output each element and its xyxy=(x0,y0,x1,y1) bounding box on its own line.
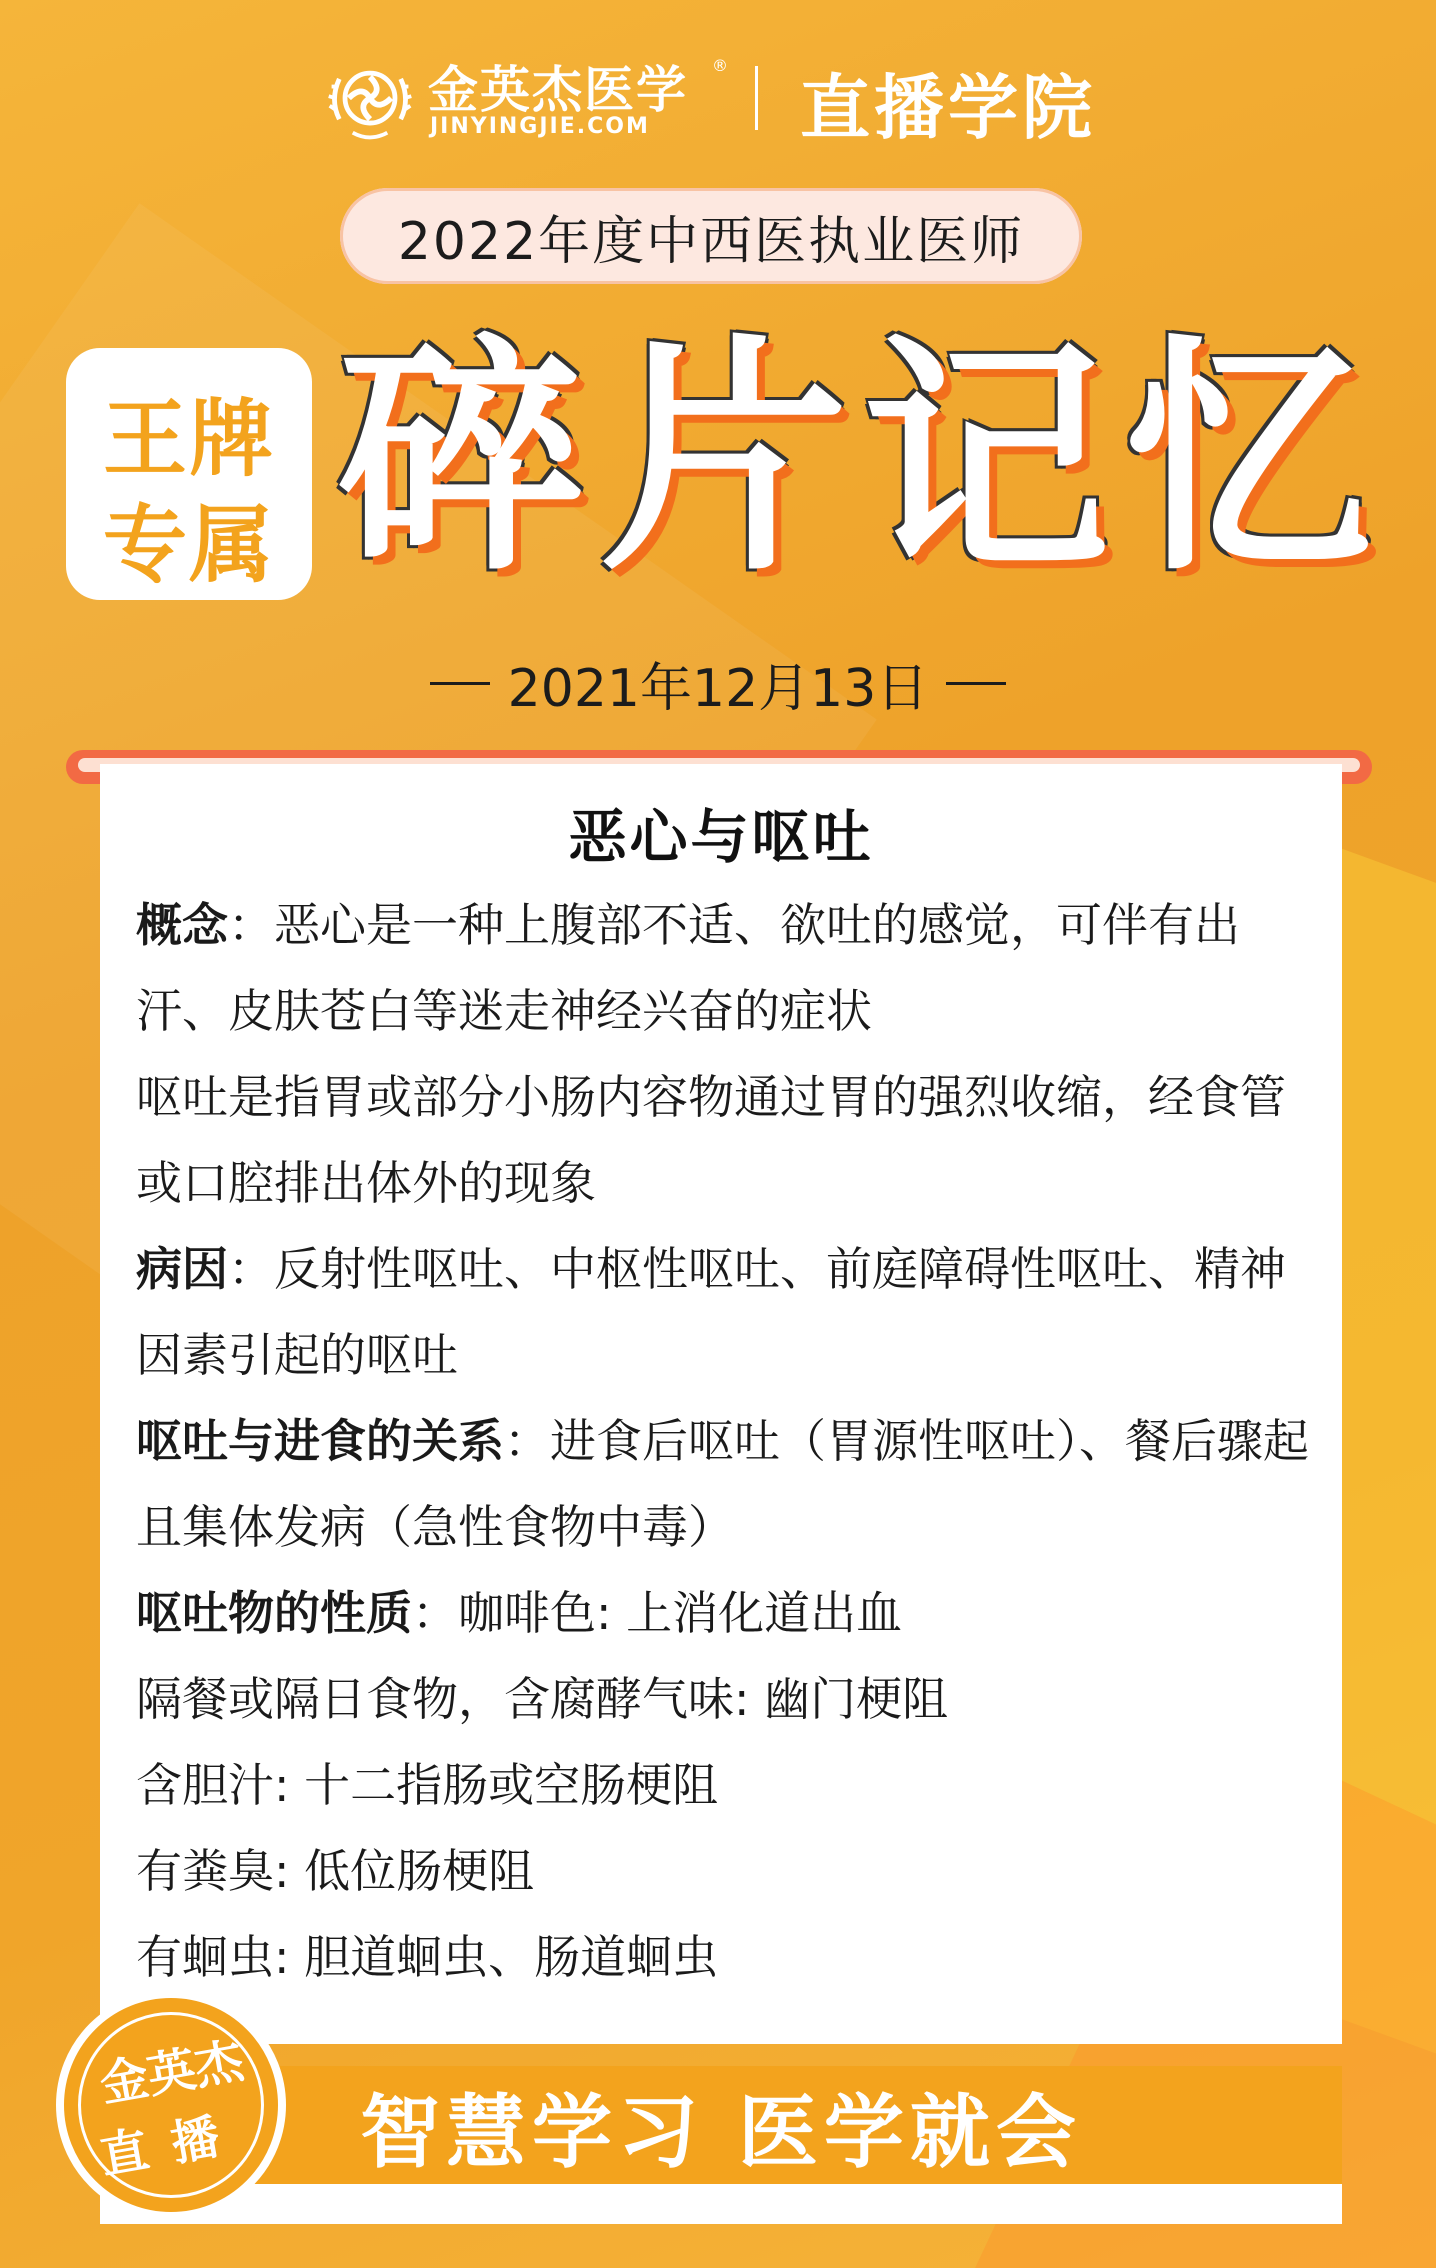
live-stamp xyxy=(56,1990,286,2220)
section-text: 隔餐或隔日食物，含腐酵气味: 幽门梗阻 xyxy=(136,1672,949,1726)
date-dash-left xyxy=(430,682,490,685)
section-vomitus-nature xyxy=(136,1570,1326,1656)
card-title: 恶心与呕吐 xyxy=(568,803,874,871)
exclusive-badge xyxy=(66,348,312,600)
section-label: 呕吐与进食的关系 xyxy=(136,1414,504,1468)
section-text: ：进食后呕吐（胃源性呕吐）、餐后骤起且集体发病（急性食物中毒） xyxy=(136,1414,1309,1554)
vomitus-item xyxy=(136,1914,1326,2000)
vomitus-item xyxy=(136,1742,1326,1828)
date-dash-right xyxy=(946,682,1006,685)
section-vomiting-definition xyxy=(136,1054,1326,1226)
header xyxy=(0,48,1436,148)
stamp-line-1: 金英杰 xyxy=(95,2032,248,2114)
section-text: ：咖啡色: 上消化道出血 xyxy=(412,1586,903,1640)
vomitus-item xyxy=(136,1828,1326,1914)
section-label: 概念 xyxy=(136,898,228,952)
section-causes xyxy=(136,1226,1326,1398)
section-concept xyxy=(136,882,1326,1054)
card-bottom-edge xyxy=(100,2184,1342,2224)
post-date: 2021年12月13日 xyxy=(507,658,929,719)
brand-url: JINYINGJIE.COM xyxy=(430,114,650,139)
card-body xyxy=(136,882,1326,2000)
jinyingjie-laurel-logo-icon xyxy=(322,52,418,148)
section-text: 有粪臭: 低位肠梗阻 xyxy=(136,1844,535,1898)
slogan-bar xyxy=(100,2066,1342,2184)
section-relation-to-eating xyxy=(136,1398,1326,1570)
badge-line-1: 王牌 xyxy=(102,390,275,488)
content-card xyxy=(100,764,1342,2044)
header-divider xyxy=(755,66,758,130)
section-text: 呕吐是指胃或部分小肠内容物通过胃的强烈收缩，经食管或口腔排出体外的现象 xyxy=(136,1070,1286,1210)
section-text: ：反射性呕吐、中枢性呕吐、前庭障碍性呕吐、精神因素引起的呕吐 xyxy=(136,1242,1286,1382)
exam-title-pill xyxy=(340,188,1082,284)
slogan: 智慧学习 医学就会 xyxy=(360,2085,1082,2179)
date-row xyxy=(0,648,1436,718)
badge-line-2: 专属 xyxy=(102,496,275,594)
exam-title: 2022年度中西医执业医师 xyxy=(397,211,1025,272)
stamp-line-2: 直播 xyxy=(95,2104,248,2186)
academy-name: 直播学院 xyxy=(800,67,1096,149)
section-text: 有蛔虫: 胆道蛔虫、肠道蛔虫 xyxy=(136,1930,719,1984)
brand-name: 金英杰医学 xyxy=(428,61,688,119)
section-text: 含胆汁: 十二指肠或空肠梗阻 xyxy=(136,1758,719,1812)
section-text: ：恶心是一种上腹部不适、欲吐的感觉，可伴有出汗、皮肤苍白等迷走神经兴奋的症状 xyxy=(136,898,1240,1038)
main-title: 碎片记忆 xyxy=(338,316,1386,604)
section-label: 呕吐物的性质 xyxy=(136,1586,412,1640)
vomitus-item xyxy=(136,1656,1326,1742)
section-label: 病因 xyxy=(136,1242,228,1296)
registered-mark: ® xyxy=(712,56,728,75)
